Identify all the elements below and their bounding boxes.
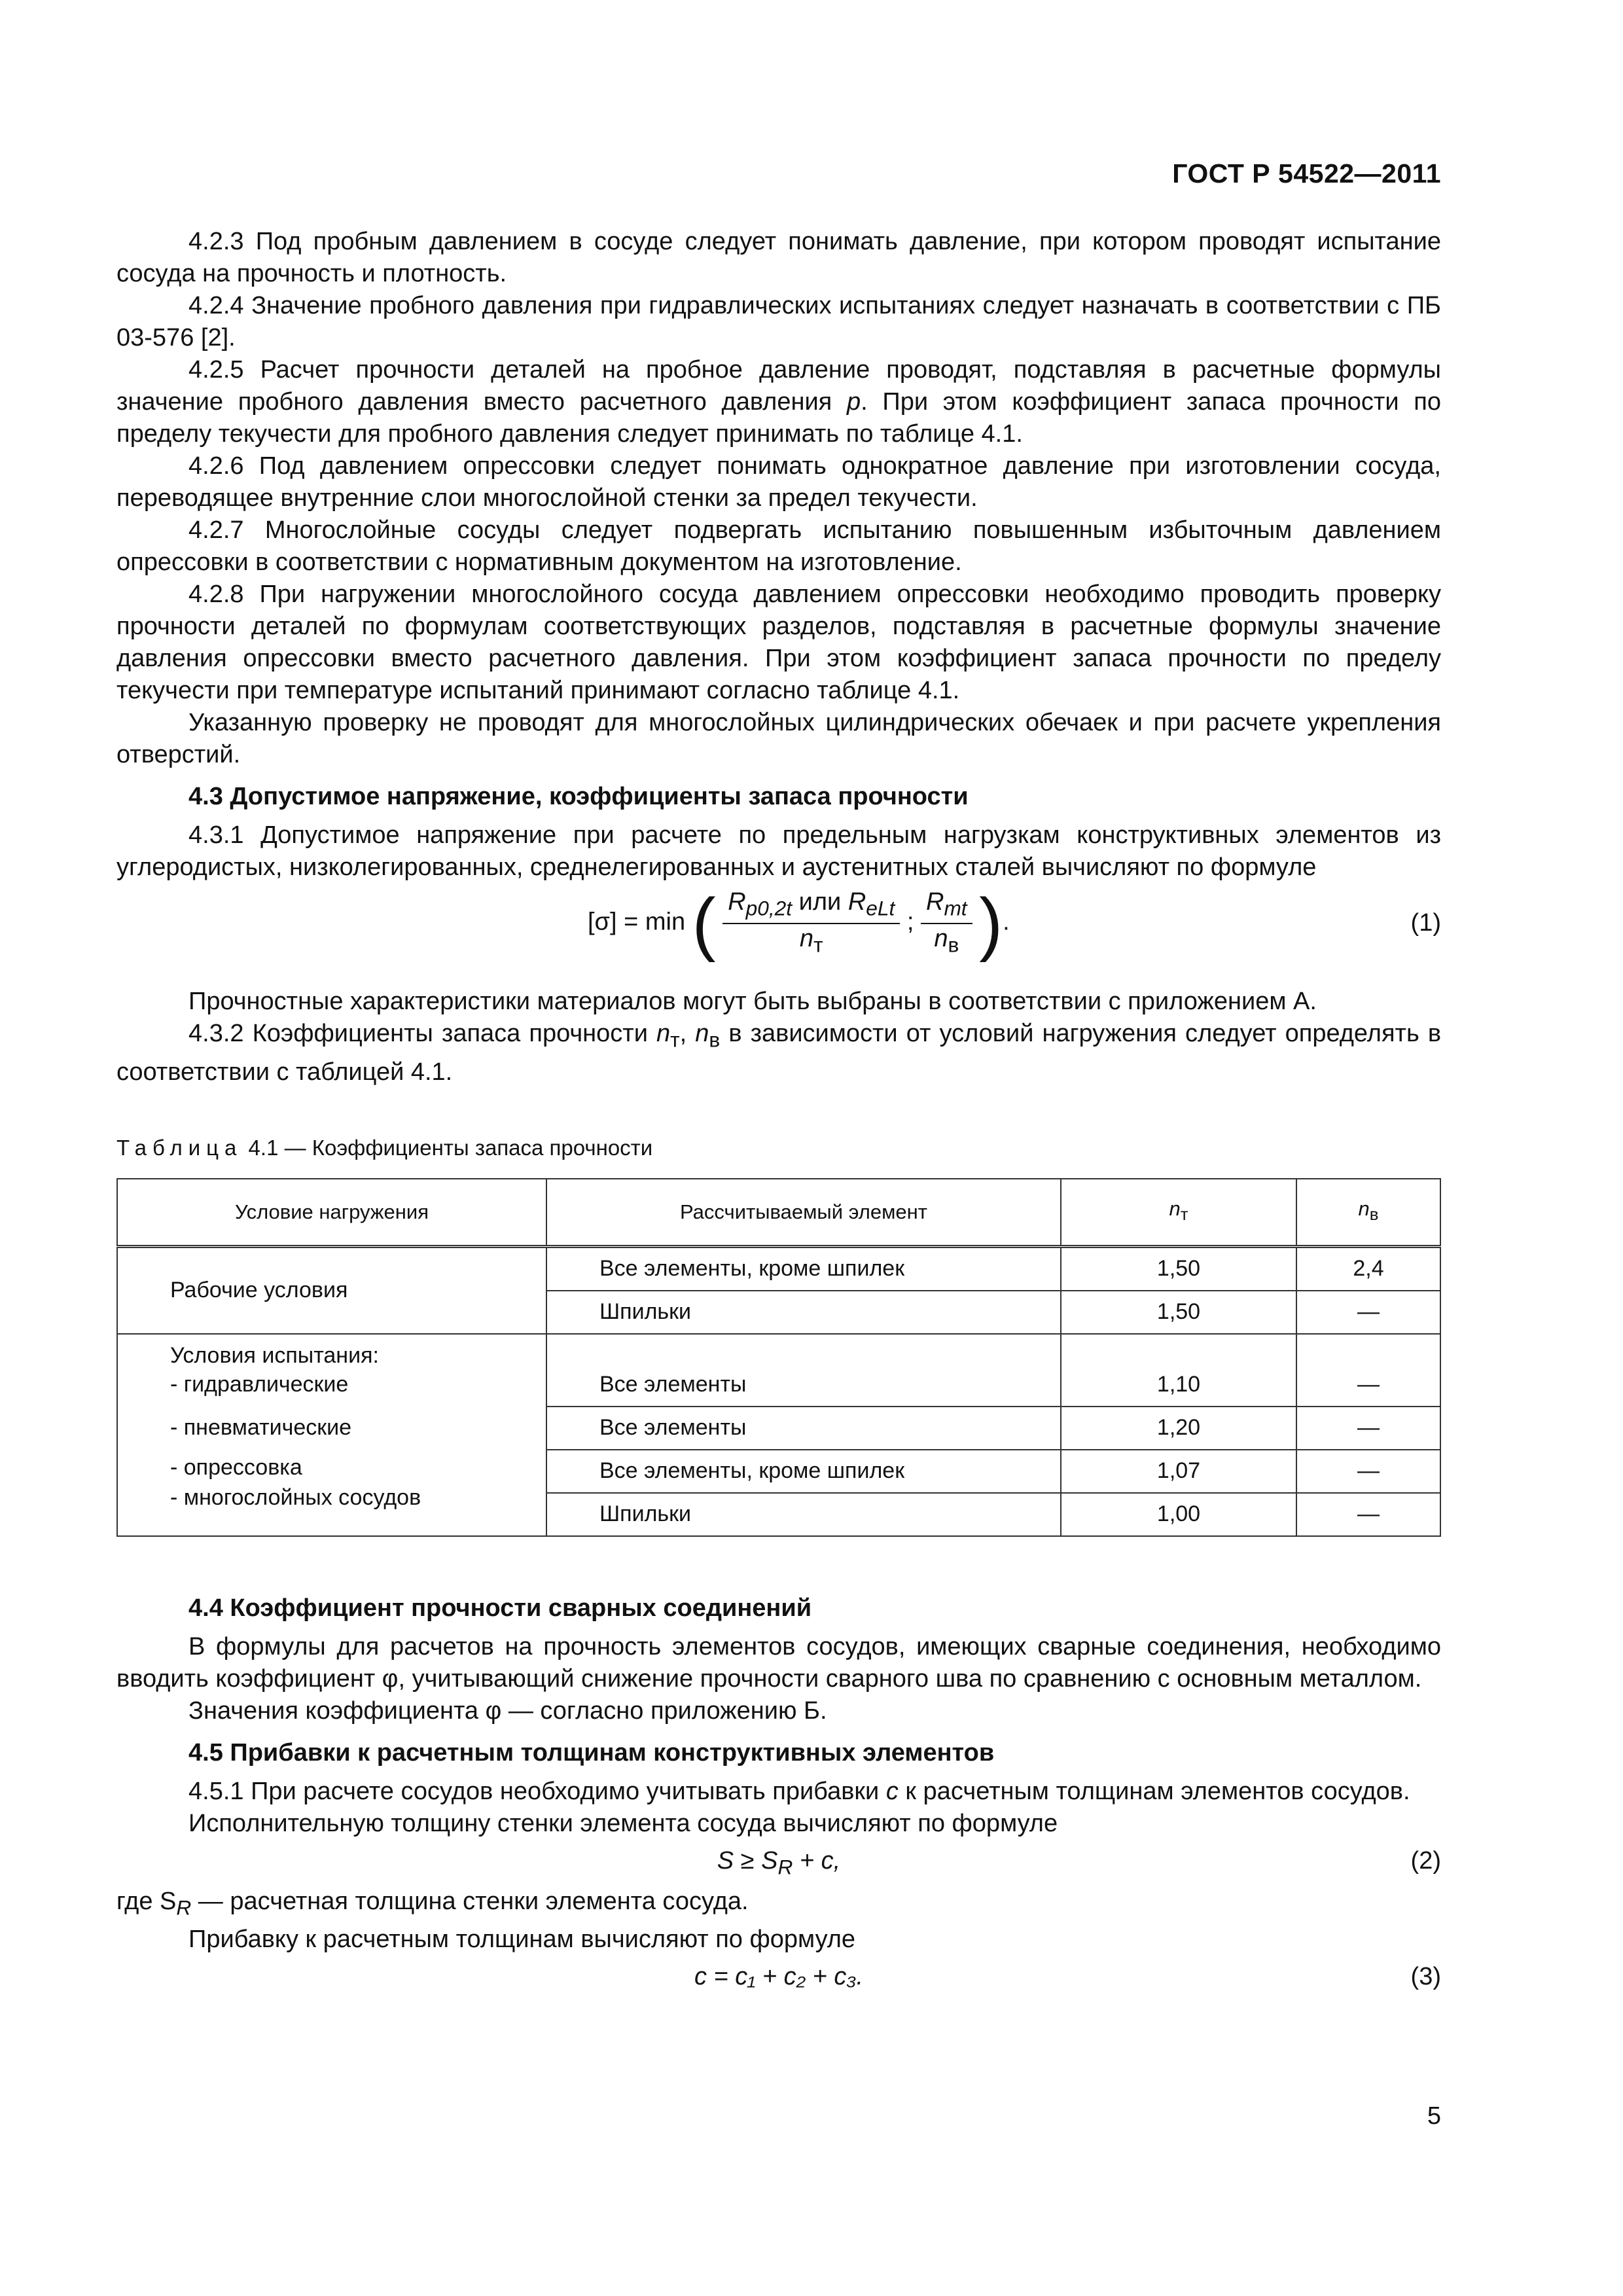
safety-factor-table xyxy=(116,1178,1441,1537)
para-4-2-7: 4.2.7 Многослойные сосуды следует подвергать испытанию повышенным избыточным давлением опрессовки в соответствии с нормативным документом на изготовление. xyxy=(116,516,1441,576)
para-4-5-1-thickness: Исполнительную толщину стенки элемента сосуда вычисляют по формуле xyxy=(188,1809,1058,1837)
table-header-n-t: $n_т$ xyxy=(1061,1179,1296,1247)
para-4-2-5: 4.2.5 Расчет прочности деталей на пробное давление проводят, подставляя в расчетные формулы значение пробного давления вместо расчетного давления p. При этом коэффициент запаса прочности по пределу текучести для пробного давления следует принимать по таблице 4.1. xyxy=(116,356,1441,448)
section-heading-4-4: 4.4 Коэффициент прочности сварных соединений xyxy=(188,1594,812,1622)
table-row: Шпильки 1,50 — xyxy=(117,1291,1440,1334)
para-4-2-3: 4.2.3 Под пробным давлением в сосуде следует понимать давление, при котором проводят испытание сосуда на прочность и плотность. xyxy=(116,228,1441,287)
formula-3: c = c₁ + c₂ + c₃. (3) xyxy=(116,1956,1441,2001)
para-4-2-6: 4.2.6 Под давлением опрессовки следует понимать однократное давление при изготовлении сосуда, переводящее внутренние слои многослойной стенки за предел текучести. xyxy=(116,452,1441,512)
cell-pneumatic: - пневматические xyxy=(117,1407,546,1450)
cell-working-conditions: Рабочие условия xyxy=(117,1246,546,1334)
formula-1: [σ] = min ( $\frac{R_{p0,2t} или R_{eLt}}{n_т}$ ; $\frac{R_{mt}}{n_в}$ ). (1) xyxy=(588,883,1441,963)
cell-test-conditions: Условия испытания: - гидравлические xyxy=(117,1334,546,1407)
main-content xyxy=(116,226,1441,2001)
para-4-2-4: 4.2.4 Значение пробного давления при гидравлических испытаниях следует назначать в соответствии с ПБ 03-576 [2]. xyxy=(116,292,1441,351)
table-row: Условия испытания: - гидравлические Все элементы 1,10 — xyxy=(117,1334,1440,1407)
para-4-4-values: Значения коэффициента φ — согласно приложению Б. xyxy=(188,1696,827,1725)
fraction-tensile: $\frac{R_{mt}}{n_в}$ xyxy=(921,888,972,959)
formula-2: $S \ge S_R + c$, (2) xyxy=(116,1840,1441,1886)
table-header-element: Рассчитываемый элемент xyxy=(546,1179,1061,1247)
table-header-n-v: $n_в$ xyxy=(1296,1179,1440,1247)
formula-3-number: (3) xyxy=(1410,1963,1441,1991)
table-header-condition: Условие нагружения xyxy=(117,1179,546,1247)
para-where-sr: где $S_R$ — расчетная толщина стенки элемента сосуда. xyxy=(116,1887,749,1920)
table-row: Шпильки 1,00 — xyxy=(117,1493,1440,1536)
para-4-2-8: 4.2.8 При нагружении многослойного сосуда давлением опрессовки необходимо проводить проверку прочности деталей по формулам соответствующих разделов, подставляя в расчетные формулы значение давления опрессовки вместо расчетного давления. При этом коэффициент запаса прочности по пределу текучести при температуре испытаний принимают согласно таблице 4.1. xyxy=(116,581,1441,704)
section-heading-4-5: 4.5 Прибавки к расчетным толщинам конструктивных элементов xyxy=(188,1738,995,1767)
table-row: - пневматические Все элементы 1,20 — xyxy=(117,1407,1440,1450)
formula-1-number: (1) xyxy=(1410,909,1441,937)
table-caption: Таблица 4.1 — Коэффициенты запаса прочности xyxy=(116,1135,653,1160)
para-4-4: В формулы для расчетов на прочность элементов сосудов, имеющих сварные соединения, необходимо вводить коэффициент φ, учитывающий снижение прочности сварного шва по сравнению с основным металлом. xyxy=(116,1632,1441,1693)
formula-2-number: (2) xyxy=(1410,1846,1441,1874)
para-4-3-1-materials: Прочностные характеристики материалов могут быть выбраны в соответствии с приложением А. xyxy=(188,988,1317,1015)
table-row: Рабочие условия Все элементы, кроме шпилек 1,50 2,4 xyxy=(117,1246,1440,1291)
page-number: 5 xyxy=(1427,2102,1441,2130)
section-heading-4-3: 4.3 Допустимое напряжение, коэффициенты запаса прочности xyxy=(188,783,969,810)
para-4-3-1: 4.3.1 Допустимое напряжение при расчете по предельным нагрузкам конструктивных элементов из углеродистых, низколегированных, среднелегированных и аустенитных сталей вычисляют по формуле xyxy=(116,821,1441,881)
para-4-2-8-note: Указанную проверку не проводят для многослойных цилиндрических обечаек и при расчете укрепления отверстий. xyxy=(116,709,1441,768)
table-row: - опрессовка - многослойных сосудов Все элементы, кроме шпилек 1,07 — xyxy=(117,1450,1440,1493)
document-page xyxy=(116,0,1441,2296)
para-allowance-formula: Прибавку к расчетным толщинам вычисляют по формуле xyxy=(188,1926,856,1954)
cell-pressing: - опрессовка - многослойных сосудов xyxy=(117,1450,546,1536)
para-4-5-1: 4.5.1 При расчете сосудов необходимо учитывать прибавки c к расчетным толщинам элементов сосудов. xyxy=(188,1777,1410,1805)
doc-code-header: ГОСТ Р 54522—2011 xyxy=(1172,158,1441,188)
fraction-yield: $\frac{R_{p0,2t} или R_{eLt}}{n_т}$ xyxy=(722,888,900,959)
para-4-3-2: 4.3.2 Коэффициенты запаса прочности $n_т$, $n_в$ в зависимости от условий нагружения следует определять в соответствии с таблицей 4.1. xyxy=(116,1020,1442,1086)
